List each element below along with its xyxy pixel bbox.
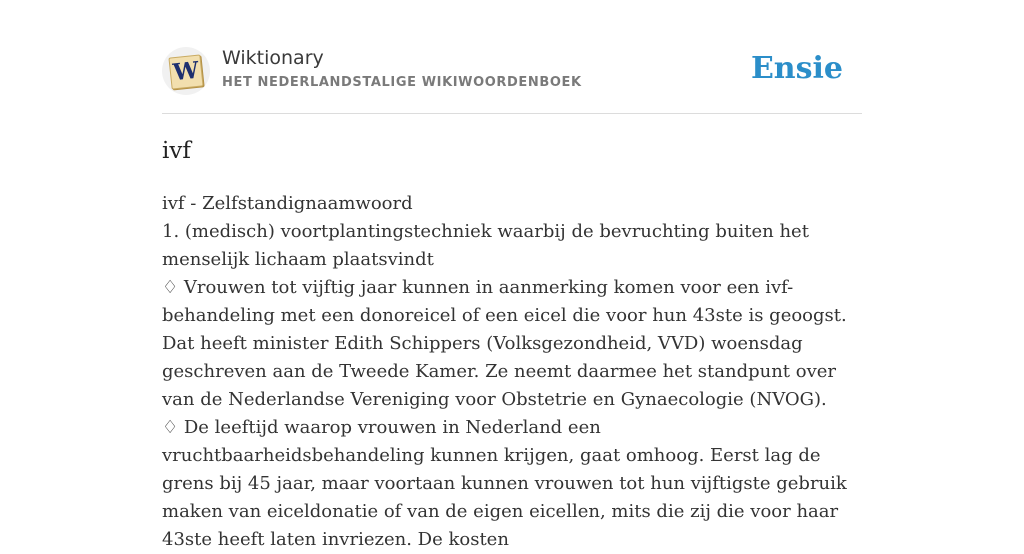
wiktionary-logo[interactable] bbox=[162, 47, 210, 95]
entry-example-2: ♢ De leeftijd waarop vrouwen in Nederland een vruchtbaarheidsbehandeling kunnen krijgen, gaat omhoog. Eerst lag de grens bij 45 jaar, maar voortaan kunnen vrouwen tot hun vijftigste gebruik maken van eiceldonatie of van de eigen eicellen, mits die zij die voor haar 43ste heeft laten invriezen. De kosten bbox=[162, 417, 847, 550]
site-subtitle: HET NEDERLANDSTALIGE WIKIWOORDENBOEK bbox=[222, 75, 582, 90]
entry-example-1: ♢ Vrouwen tot vijftig jaar kunnen in aanmerking komen voor een ivf-behandeling met een donoreicel of een eicel die voor hun 43ste is geoogst. Dat heeft minister Edith Schippers (Volksgezondheid, VVD) woensdag geschreven aan de Tweede Kamer. Ze neemt daarmee het standpunt over van de Nederlandse Vereniging voor Obstetrie en Gynaecologie (NVOG). bbox=[162, 277, 847, 410]
ensie-brand-link[interactable]: Ensie bbox=[750, 51, 843, 86]
logo-tile-icon bbox=[168, 54, 203, 89]
site-header bbox=[162, 44, 862, 114]
entry-definition: 1. (medisch) voortplantingstechniek waarbij de bevruchting buiten het menselijk lichaam plaatsvindt bbox=[162, 221, 809, 270]
site-title[interactable]: Wiktionary bbox=[222, 47, 324, 69]
entry-word-class: ivf - Zelfstandignaamwoord bbox=[162, 193, 413, 214]
entry-content bbox=[162, 190, 862, 554]
logo-letter: W bbox=[171, 56, 201, 87]
entry-title: ivf bbox=[162, 138, 191, 164]
